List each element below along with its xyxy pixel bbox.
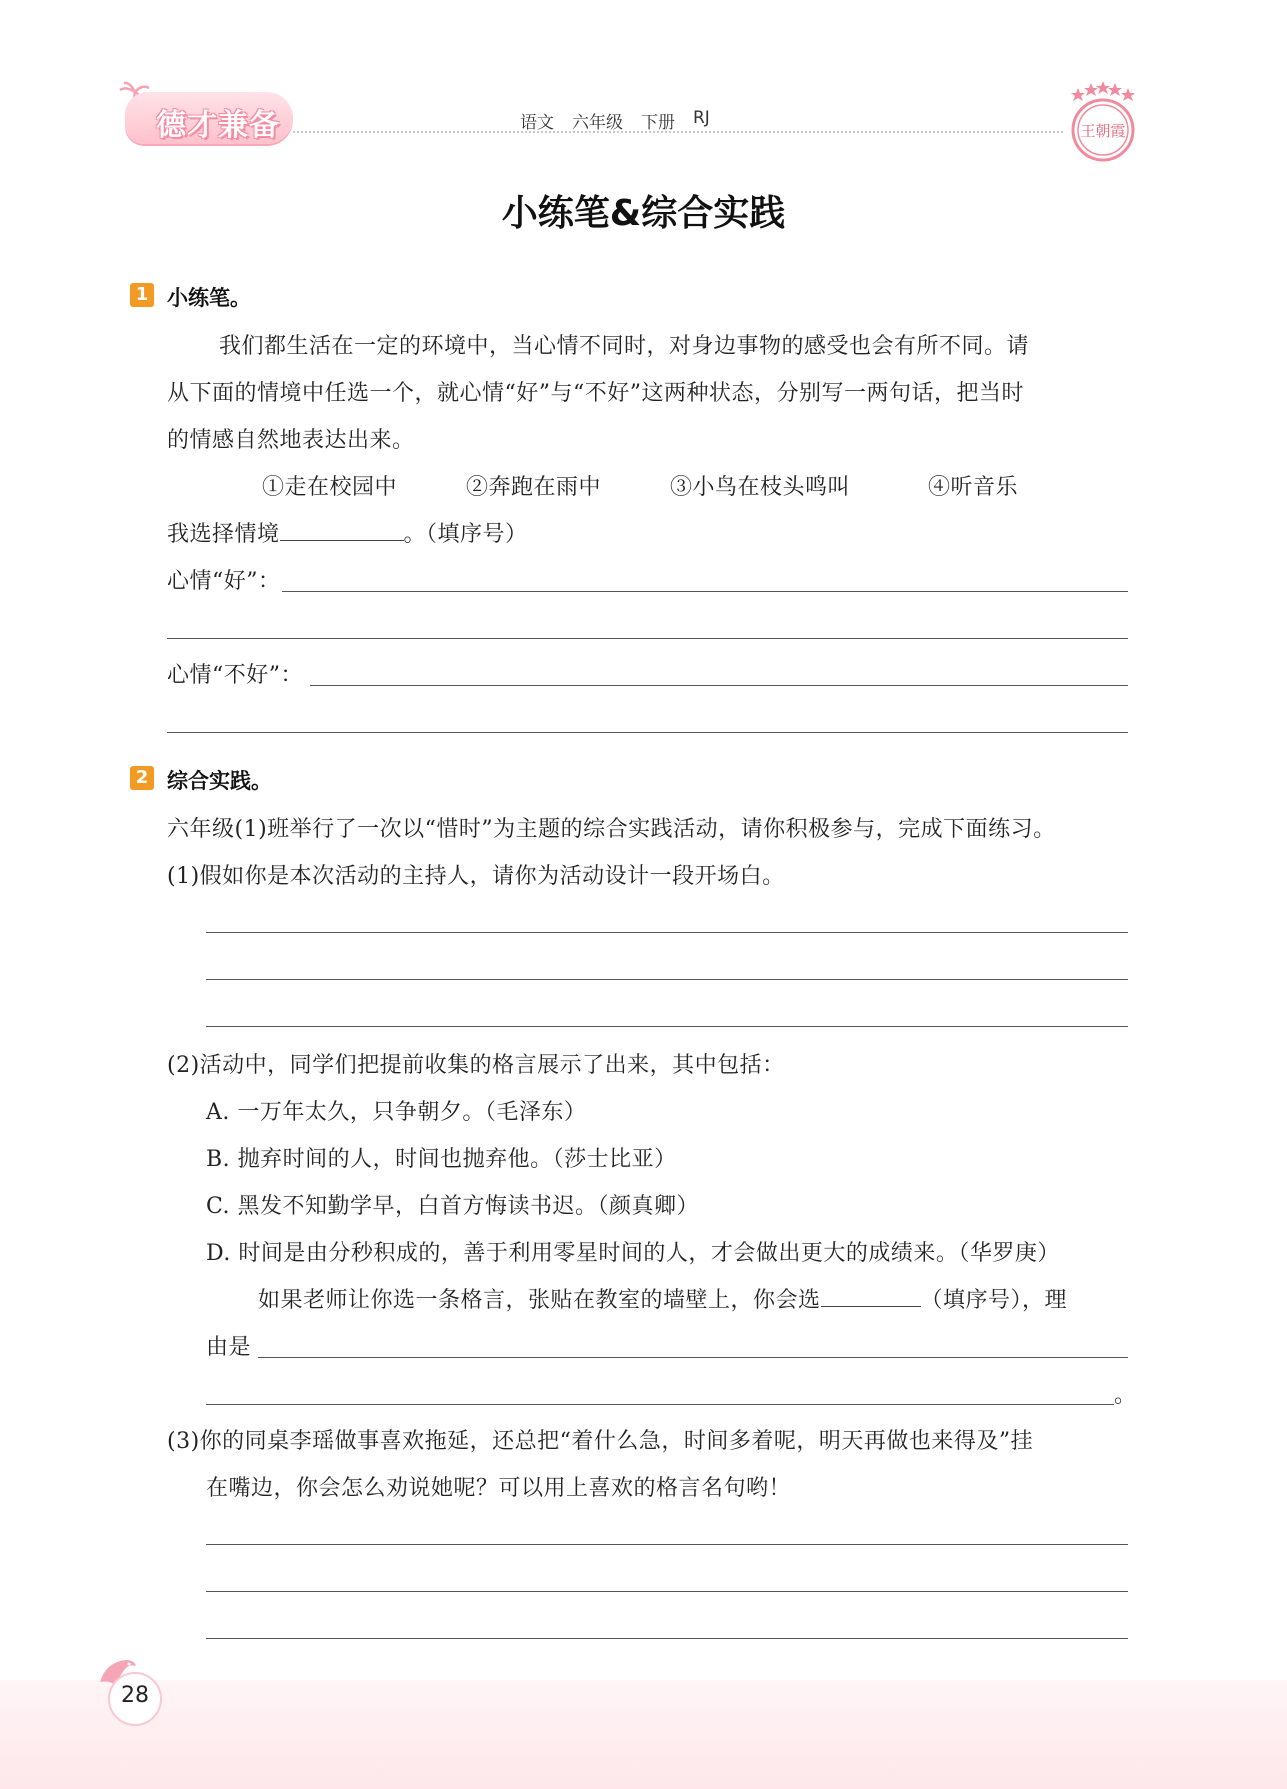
motto-option-d: D. 时间是由分秒积成的，善于利用零星时间的人，才会做出更大的成绩来。（华罗庚） [206,1241,1060,1266]
seal-stamp-icon [1062,78,1144,164]
choose-situation-line [167,517,528,548]
good-mood-label: 心情“好”： [167,569,281,594]
writing-line[interactable] [282,591,1128,592]
writing-line[interactable] [206,1638,1128,1639]
instruction-line: 的情感自然地表达出来。 [167,428,415,453]
grade-label: 六年级 [572,113,623,133]
bad-mood-label: 心情“不好”： [167,663,303,688]
activity-intro: 六年级(1)班举行了一次以“惜时”为主题的综合实践活动，请你积极参与，完成下面练习。 [167,817,1056,842]
subject-label: 语文 [520,113,554,133]
edition-label: RJ [693,108,710,128]
page-number: 28 [121,1683,149,1708]
writing-line[interactable] [310,685,1128,686]
motto-answer-blank[interactable] [821,1286,921,1307]
writing-line[interactable] [206,1544,1128,1545]
option-item: ②奔跑在雨中 [466,475,602,500]
motto-option-b: B. 抛弃时间的人，时间也抛弃他。（莎士比亚） [206,1147,677,1172]
writing-line[interactable] [167,638,1128,639]
motto-choice-prompt [258,1283,1067,1314]
writing-line[interactable] [258,1357,1128,1358]
section-number-badge: 1 [130,283,154,307]
writing-line[interactable] [167,732,1128,733]
writing-line[interactable] [206,1404,1114,1405]
prompt-prefix: 如果老师让你选一条格言，张贴在教室的墙壁上，你会选 [258,1288,821,1313]
prompt-suffix: （填序号），理 [920,1288,1068,1313]
section-title: 综合实践。 [167,769,272,793]
option-item: ①走在校园中 [262,475,398,500]
section-title: 小练笔。 [167,286,251,310]
footer-band [0,1680,1287,1789]
logo-text: 德才兼备 [156,108,280,143]
question-3: (3)你的同桌李瑶做事喜欢拖延，还总把“着什么急，时间多着呢，明天再做也来得及”挂 [167,1429,1034,1454]
instruction-line: 从下面的情境中任选一个，就心情“好”与“不好”这两种状态，分别写一两句话，把当时 [167,381,1024,406]
motto-option-c: C. 黑发不知勤学早，白首方悔读书迟。（颜真卿） [206,1194,700,1219]
header-meta [520,108,710,133]
end-mark: 。 [1114,1383,1137,1408]
question-1: (1)假如你是本次活动的主持人，请你为活动设计一段开场白。 [167,864,785,889]
section-number-badge: 2 [130,766,154,790]
choose-prefix: 我选择情境 [167,522,280,547]
instruction-line: 我们都生活在一定的环境中，当心情不同时，对身边事物的感受也会有所不同。请 [219,334,1030,359]
writing-line[interactable] [206,979,1128,980]
option-item: ③小鸟在枝头鸣叫 [670,475,851,500]
seal-text: 王朝霞 [1080,122,1126,140]
writing-line[interactable] [206,1591,1128,1592]
writing-line[interactable] [206,1026,1128,1027]
question-2: (2)活动中，同学们把提前收集的格言展示了出来，其中包括： [167,1053,785,1078]
page-title: 小练笔&综合实践 [501,193,786,234]
option-item: ④听音乐 [928,475,1019,500]
reason-label: 由是 [206,1335,252,1360]
writing-line[interactable] [206,932,1128,933]
situation-answer-blank[interactable] [280,520,404,541]
choose-suffix: 。（填序号） [403,522,528,547]
motto-option-a: A. 一万年太久，只争朝夕。（毛泽东） [206,1100,587,1125]
volume-label: 下册 [641,113,675,133]
question-3-cont: 在嘴边，你会怎么劝说她呢？可以用上喜欢的格言名句哟！ [206,1476,792,1501]
